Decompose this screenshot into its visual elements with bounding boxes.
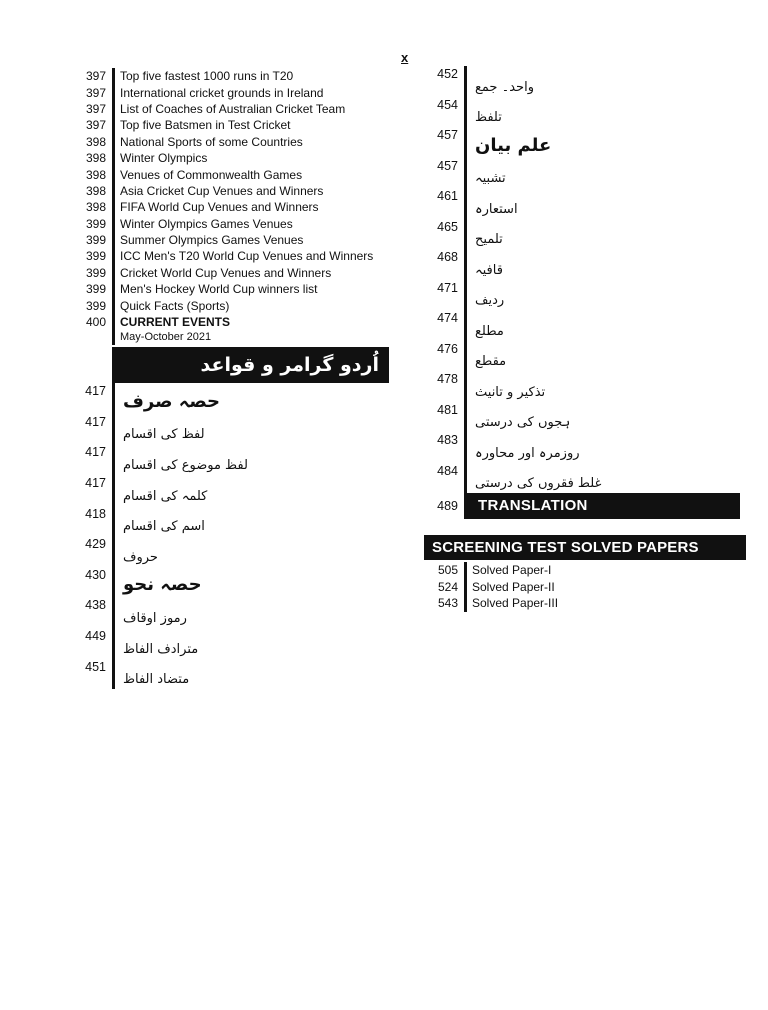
- toc-entry: [434, 249, 754, 280]
- toc-entry: [82, 444, 392, 475]
- urdu-grammar-banner: اُردو گرامر و قواعد: [112, 347, 389, 383]
- entry-title: International cricket grounds in Ireland: [112, 84, 323, 100]
- entry-page: 481: [437, 402, 458, 417]
- toc-entry: [434, 371, 754, 402]
- toc-entry: [82, 216, 392, 232]
- entry-page: 474: [437, 311, 458, 325]
- toc-entry: [82, 265, 392, 281]
- toc-entry: [434, 280, 754, 311]
- entry-page: 457: [437, 158, 458, 173]
- entry-page: 465: [437, 219, 458, 234]
- entry-page: 399: [85, 265, 106, 280]
- toc-entry: [82, 117, 392, 133]
- entry-page: 399: [85, 216, 106, 231]
- urdu-entries-left: [82, 383, 392, 689]
- entry-title: مقطع: [464, 341, 506, 372]
- entry-page: 429: [85, 537, 106, 552]
- toc-entry: [82, 536, 392, 567]
- entry-page: 398: [85, 134, 106, 149]
- toc-entry: [82, 506, 392, 537]
- entry-title: National Sports of some Countries: [112, 134, 303, 150]
- toc-entry: [82, 232, 392, 248]
- entry-title: Quick Facts (Sports): [112, 297, 229, 313]
- entry-title: حروف: [112, 536, 158, 567]
- entry-title: Solved Paper-II: [464, 579, 555, 596]
- entry-title: Top five Batsmen in Test Cricket: [112, 117, 291, 133]
- toc-left-column: [82, 68, 392, 689]
- toc-entry: [434, 188, 754, 219]
- entry-title: FIFA World Cup Venues and Winners: [112, 199, 319, 215]
- toc-entry: [434, 341, 754, 372]
- entry-title: Solved Paper-I: [464, 562, 551, 579]
- toc-entry: [434, 562, 634, 579]
- entry-title: مترادف الفاظ: [112, 628, 198, 659]
- toc-entry: [82, 383, 392, 414]
- entry-title: List of Coaches of Australian Cricket Team: [112, 101, 345, 117]
- entry-page: 484: [437, 463, 458, 478]
- entry-page: 397: [85, 85, 106, 100]
- entry-page: 483: [437, 433, 458, 447]
- entry-title: قافیہ: [464, 249, 503, 280]
- toc-entry: [82, 414, 392, 445]
- toc-right-column: [434, 66, 754, 519]
- entry-title: Top five fastest 1000 runs in T20: [112, 68, 293, 84]
- entry-title: تذکیر و تانیث: [464, 371, 545, 402]
- entry-page: 418: [85, 506, 106, 521]
- entry-page: 397: [85, 101, 106, 116]
- entry-page: 505: [437, 563, 458, 578]
- entry-page: 417: [85, 445, 106, 460]
- entry-title: کلمہ کی اقسام: [112, 475, 207, 506]
- entry-title: لفظ کی اقسام: [112, 414, 205, 445]
- entry-title: Venues of Commonwealth Games: [112, 166, 302, 182]
- toc-entry: [82, 68, 392, 84]
- entry-title: CURRENT EVENTS: [112, 314, 230, 330]
- toc-entry: [82, 199, 392, 215]
- entry-page: 398: [85, 183, 106, 198]
- toc-entry: [434, 595, 634, 612]
- entry-page: 449: [85, 629, 106, 643]
- entry-title: Asia Cricket Cup Venues and Winners: [112, 183, 323, 199]
- entry-page: 454: [437, 97, 458, 112]
- entry-title: تلمیح: [464, 219, 503, 250]
- entry-title: تلفظ: [464, 97, 502, 128]
- toc-entry: [82, 567, 392, 598]
- entry-title: اسم کی اقسام: [112, 506, 205, 537]
- entry-page: 468: [437, 250, 458, 264]
- entry-title: متضاد الفاظ: [112, 659, 189, 690]
- entry-title: Men's Hockey World Cup winners list: [112, 281, 317, 297]
- entry-title: Solved Paper-III: [464, 595, 558, 612]
- toc-entry: [434, 219, 754, 250]
- entry-page: 430: [85, 567, 106, 582]
- entry-page: 397: [85, 69, 106, 84]
- toc-entry-translation: [434, 493, 754, 519]
- entry-page: 417: [85, 384, 106, 399]
- entry-title: رموز اوقاف: [112, 597, 187, 628]
- toc-entry: [434, 402, 754, 433]
- entry-title: Winter Olympics: [112, 150, 207, 166]
- entry-page: 452: [437, 67, 458, 81]
- toc-entry: [82, 166, 392, 182]
- toc-entry: [82, 475, 392, 506]
- toc-entry: [82, 297, 392, 313]
- entry-title: علم بیان: [464, 127, 551, 158]
- toc-entry: [434, 158, 754, 189]
- toc-entry-current-events: [82, 314, 392, 330]
- entry-page: 399: [85, 233, 106, 248]
- toc-entry: [434, 463, 754, 494]
- entry-page: 524: [437, 579, 458, 594]
- toc-entry: [82, 248, 392, 264]
- entry-title: ردیف: [464, 280, 504, 311]
- entry-page: 543: [437, 596, 458, 611]
- entry-title: ہجوں کی درستی: [464, 402, 570, 433]
- entry-page: 457: [437, 128, 458, 142]
- entry-page: 451: [85, 659, 106, 674]
- toc-entry: [434, 66, 754, 97]
- entry-page: 471: [437, 280, 458, 295]
- entry-title: غلط فقروں کی درستی: [464, 463, 601, 494]
- toc-entry: [434, 97, 754, 128]
- translation-banner: TRANSLATION: [464, 493, 740, 519]
- entry-title: Summer Olympics Games Venues: [112, 232, 303, 248]
- entry-page: 399: [85, 282, 106, 297]
- solved-papers-list: [434, 562, 634, 612]
- entry-title: روزمرہ اور محاورہ: [464, 432, 580, 463]
- entry-page: 400: [85, 315, 106, 330]
- toc-entry: [82, 183, 392, 199]
- toc-entry: [82, 101, 392, 117]
- toc-entry: [82, 628, 392, 659]
- entry-title: ICC Men's T20 World Cup Venues and Winners: [112, 248, 373, 264]
- entry-page: 417: [85, 414, 106, 429]
- entry-page: 489: [437, 499, 458, 513]
- entry-page: 399: [85, 298, 106, 313]
- entry-page: 398: [85, 151, 106, 166]
- entry-title: مطلع: [464, 310, 504, 341]
- toc-entry: [82, 659, 392, 690]
- entry-page: 438: [85, 598, 106, 613]
- page-number-roman: x: [401, 50, 409, 65]
- entry-title: واحد۔ جمع: [464, 66, 534, 97]
- entry-title: استعارہ: [464, 188, 518, 219]
- toc-entry: [82, 134, 392, 150]
- toc-entry: [82, 281, 392, 297]
- screening-test-banner: SCREENING TEST SOLVED PAPERS: [424, 535, 746, 560]
- toc-entry: [434, 579, 634, 596]
- entry-page: 397: [85, 118, 106, 133]
- toc-entry: [82, 150, 392, 166]
- entry-page: 476: [437, 341, 458, 356]
- entry-title: حصہ نحو: [112, 567, 202, 598]
- entry-title: لفظ موضوع کی اقسام: [112, 444, 248, 475]
- toc-entry: [82, 84, 392, 100]
- toc-entry: [434, 432, 754, 463]
- entry-page: 478: [437, 372, 458, 386]
- current-events-subtitle: May-October 2021: [112, 330, 392, 345]
- entry-page: 398: [85, 200, 106, 215]
- entry-title: Cricket World Cup Venues and Winners: [112, 265, 331, 281]
- entry-title: حصہ صرف: [112, 383, 220, 414]
- entry-title: تشبیہ: [464, 158, 506, 189]
- entry-page: 461: [437, 189, 458, 203]
- toc-entry: [82, 597, 392, 628]
- toc-entry: [434, 127, 754, 158]
- entry-page: 398: [85, 167, 106, 182]
- entry-page: 417: [85, 476, 106, 491]
- entry-title: Winter Olympics Games Venues: [112, 216, 293, 232]
- english-entries: [82, 68, 392, 330]
- entry-page: 399: [85, 249, 106, 264]
- toc-entry: [434, 310, 754, 341]
